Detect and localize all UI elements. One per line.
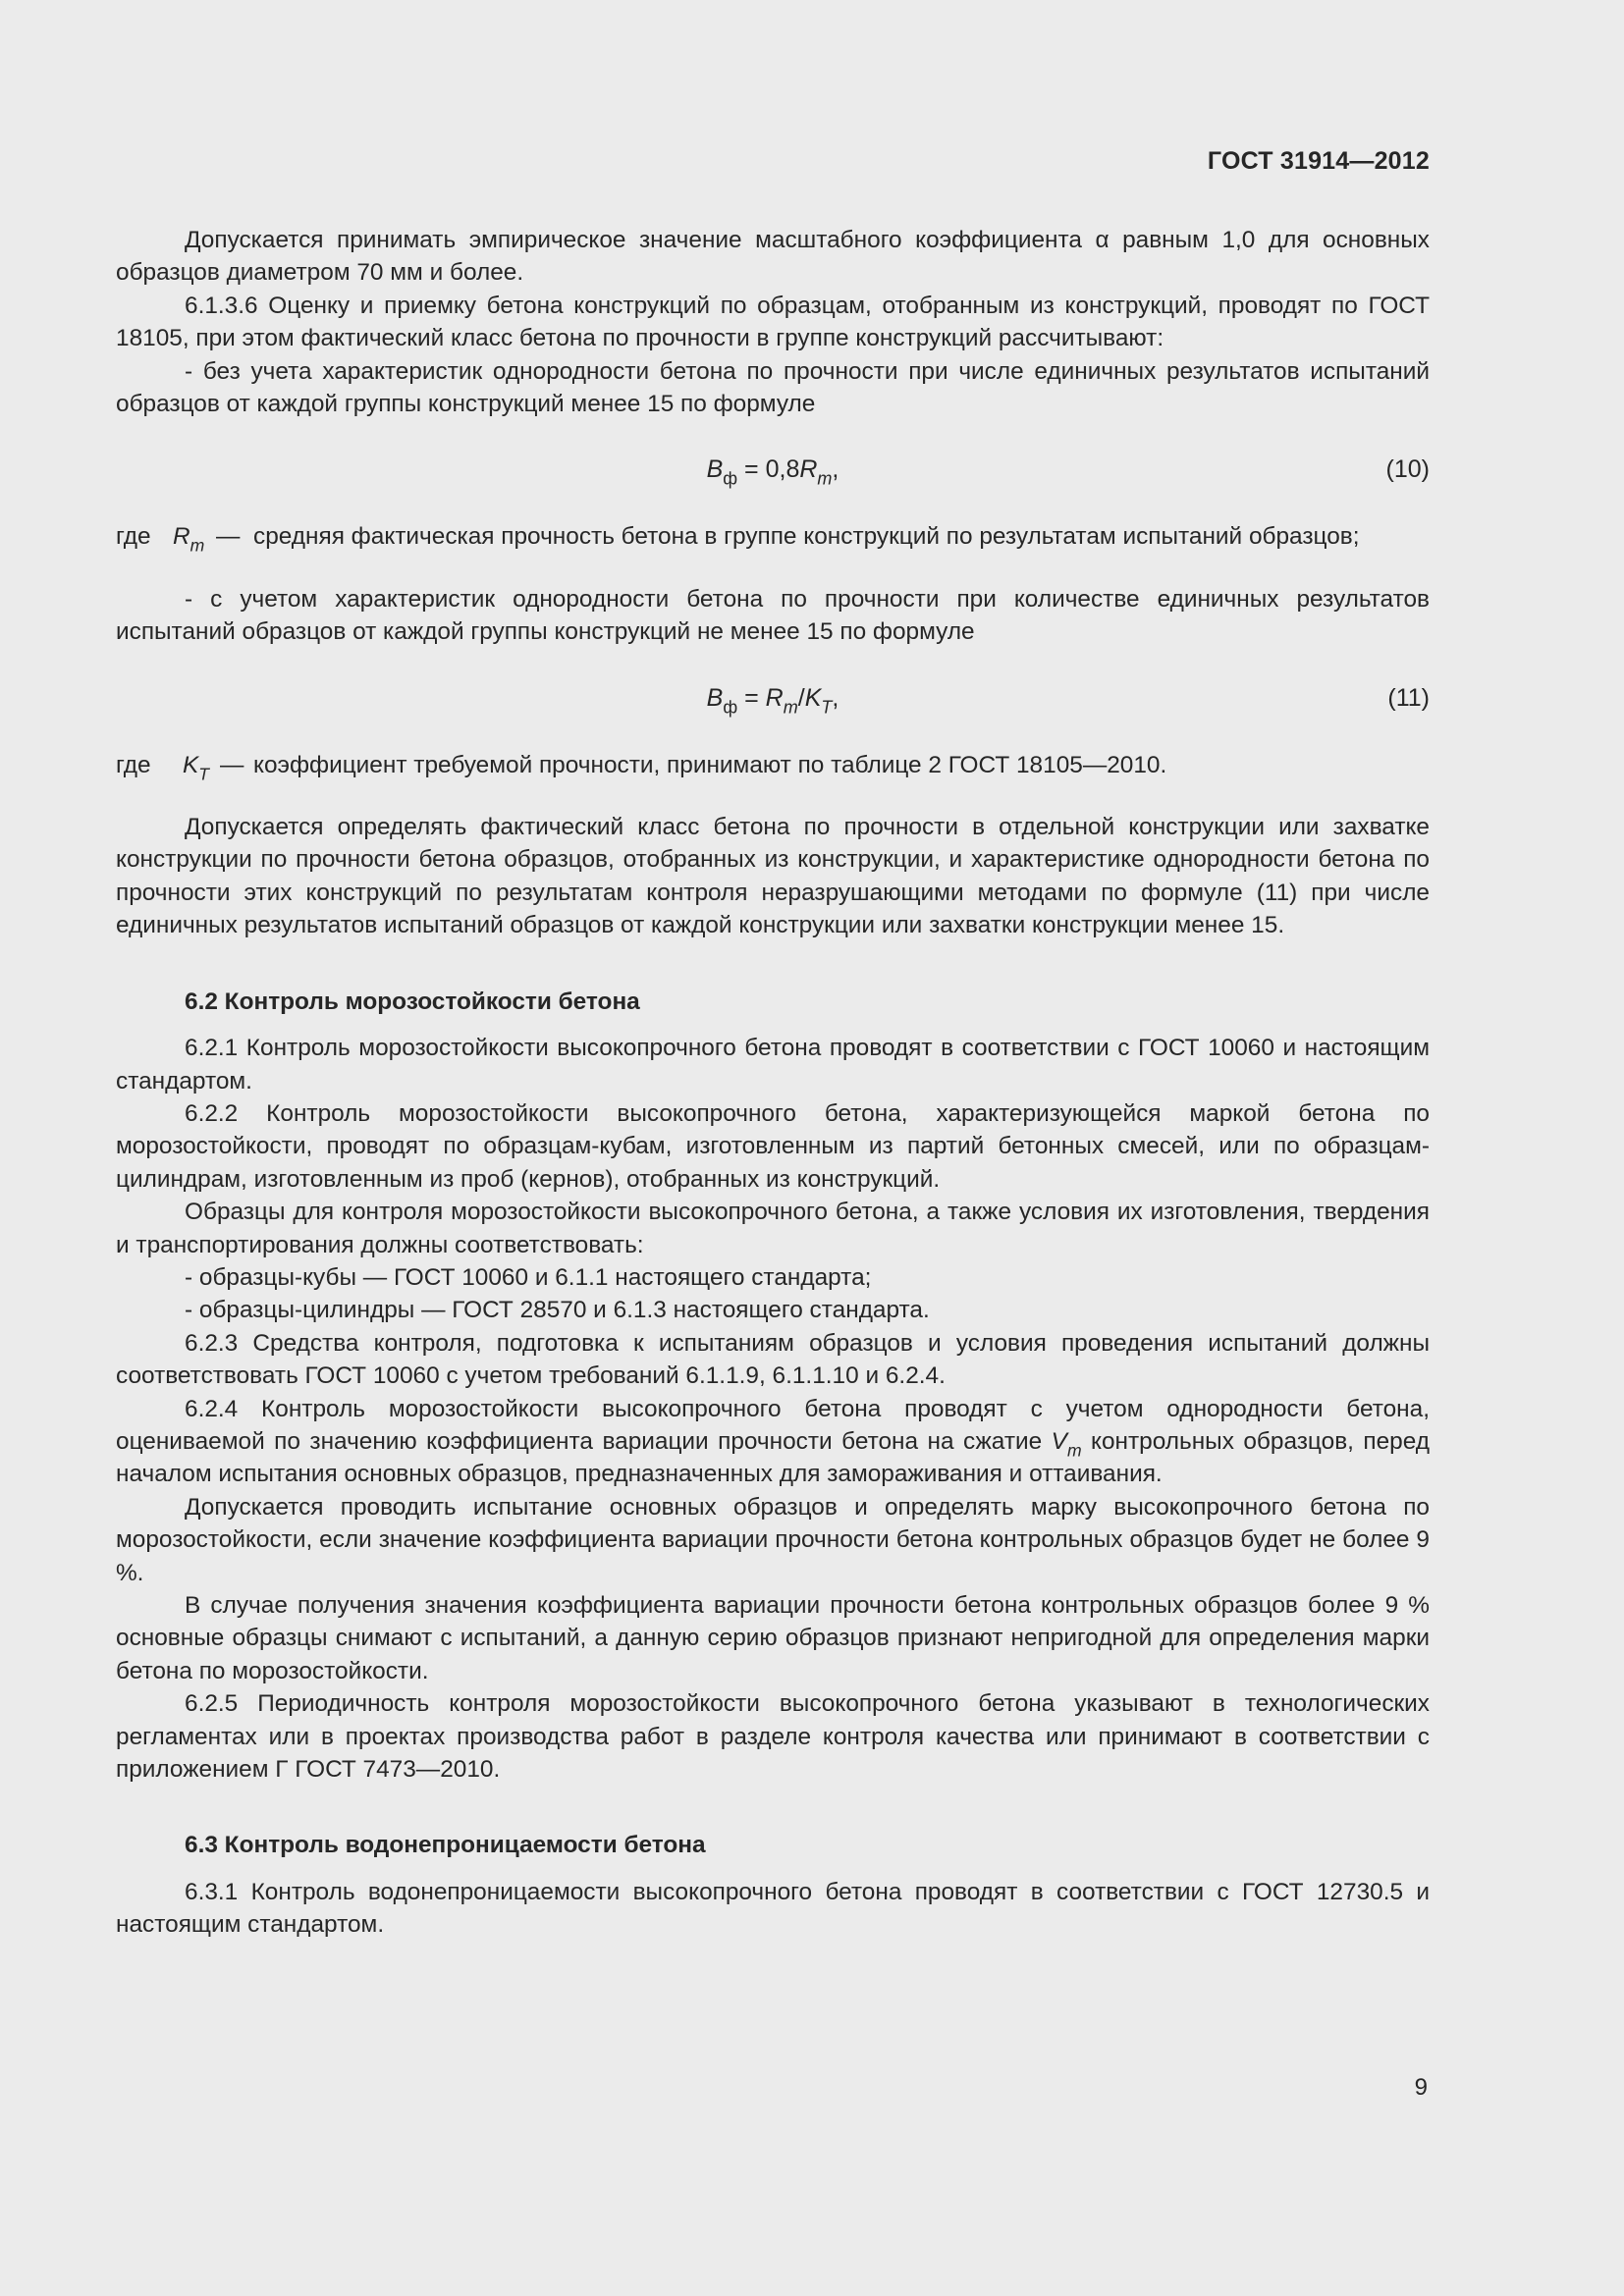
paragraph-6-2-2: 6.2.2 Контроль морозостойкости высокопрочного бетона, характеризующейся маркой бетона по морозостойкости, проводят по образцам-кубам, изготовленным из партий бетонных смесей, или по образцам-цилиндрам, изготовленным из проб (кернов), отобранных из конструкций. bbox=[116, 1099, 1430, 1193]
paragraph-scale-factor: Допускается принимать эмпирическое значение масштабного коэффициента α равным 1,0 для основных образцов диаметром 70 мм и более. bbox=[116, 227, 1430, 287]
where-label: где bbox=[116, 523, 151, 551]
formula-11 bbox=[116, 670, 1430, 729]
formula-10 bbox=[116, 442, 1430, 501]
page-content bbox=[116, 224, 1430, 1942]
paragraph-samples: Образцы для контроля морозостойкости высокопрочного бетона, а также условия их изготовления, твердения и транспортирования должны соответствовать: bbox=[116, 1199, 1430, 1258]
where-label: где bbox=[116, 751, 151, 778]
list-item-cylinders: - образцы-цилиндры — ГОСТ 28570 и 6.1.3 настоящего стандарта. bbox=[185, 1297, 930, 1324]
where-dash: — bbox=[220, 751, 244, 778]
list-item-with-homogeneity: - с учетом характеристик однородности бетона по прочности при количестве единичных результатов испытаний образцов от каждой группы конструкций не менее 15 по формуле bbox=[116, 585, 1430, 646]
section-heading-6-3: 6.3 Контроль водонепроницаемости бетона bbox=[185, 1832, 706, 1859]
where-kt-symbol: $K_T$ bbox=[183, 751, 209, 784]
list-item-cubes: - образцы-кубы — ГОСТ 10060 и 6.1.1 настоящего стандарта; bbox=[185, 1263, 872, 1291]
paragraph-6-2-3: 6.2.3 Средства контроля, подготовка к испытаниям образцов и условия проведения испытаний должны соответствовать ГОСТ 10060 с учетом требований 6.1.1.9, 6.1.1.10 и 6.2.4. bbox=[116, 1329, 1430, 1390]
where-kt-definition bbox=[116, 749, 1430, 784]
where-rm-definition bbox=[116, 520, 1430, 556]
paragraph-6-2-1: 6.2.1 Контроль морозостойкости высокопрочного бетона проводят в соответствии с ГОСТ 10060 и настоящим стандартом. bbox=[116, 1035, 1430, 1095]
page-number: 9 bbox=[1414, 2074, 1428, 2101]
where-kt-text: коэффициент требуемой прочности, принимают по таблице 2 ГОСТ 18105—2010. bbox=[253, 751, 1167, 778]
paragraph-6-3-1: 6.3.1 Контроль водонепроницаемости высокопрочного бетона проводят в соответствии с ГОСТ 12730.5 и настоящим стандартом. bbox=[116, 1878, 1430, 1939]
paragraph-actual-class: Допускается определять фактический класс бетона по прочности в отдельной конструкции или захватке конструкции по прочности бетона образцов, отобранных из конструкции, и характеристике однородности бетона по прочности этих конструкций по результатам контроля неразрушающими методами по формуле (11) при числе единичных результатов испытаний образцов от каждой конструкции или захватки конструкции менее 15. bbox=[116, 814, 1430, 939]
paragraph-6-1-3-6: 6.1.3.6 Оценку и приемку бетона конструкций по образцам, отобранным из конструкций, проводят по ГОСТ 18105, при этом фактический класс бетона по прочности в группе конструкций рассчитывают: bbox=[116, 292, 1430, 352]
document-number-header: ГОСТ 31914—2012 bbox=[1207, 147, 1430, 175]
where-rm-text: средняя фактическая прочность бетона в группе конструкций по результатам испытаний образцов; bbox=[253, 523, 1360, 551]
paragraph-6-2-5: 6.2.5 Периодичность контроля морозостойкости высокопрочного бетона указывают в технологических регламентах или в проектах производства работ в разделе контроля качества или принимают в соответствии с приложением Г ГОСТ 7473—2010. bbox=[116, 1690, 1430, 1784]
where-rm-symbol: $R_m$ bbox=[173, 523, 205, 556]
formula-10-expression: $B_ф = 0,8R_m$, bbox=[706, 455, 839, 489]
formula-11-number: (11) bbox=[1387, 683, 1430, 712]
paragraph-case-over-9: В случае получения значения коэффициента вариации прочности бетона контрольных образцов более 9 % основные образцы снимают с испытаний, а данную серию образцов признают непригодной для определения марки бетона по морозостойкости. bbox=[116, 1592, 1430, 1684]
section-heading-6-2: 6.2 Контроль морозостойкости бетона bbox=[185, 988, 640, 1015]
formula-10-number: (10) bbox=[1385, 455, 1430, 484]
paragraph-6-2-4: 6.2.4 Контроль морозостойкости высокопрочного бетона проводят с учетом однородности бетона, оцениваемой по значению коэффициента вариации прочности бетона на сжатие $V_m$ контрольных образцов, перед началом испытания основных образцов, предназначенных для замораживания и оттаивания. bbox=[116, 1395, 1430, 1488]
where-dash: — bbox=[216, 523, 241, 551]
paragraph-allowed-testing: Допускается проводить испытание основных образцов и определять марку высокопрочного бетона по морозостойкости, если значение коэффициента вариации прочности бетона контрольных образцов будет не более 9 %. bbox=[116, 1493, 1430, 1586]
list-item-without-homogeneity: - без учета характеристик однородности бетона по прочности при числе единичных результатов испытаний образцов от каждой группы конструкций менее 15 по формуле bbox=[116, 357, 1430, 418]
formula-11-expression: $B_ф = R_m/K_T$, bbox=[706, 683, 839, 718]
